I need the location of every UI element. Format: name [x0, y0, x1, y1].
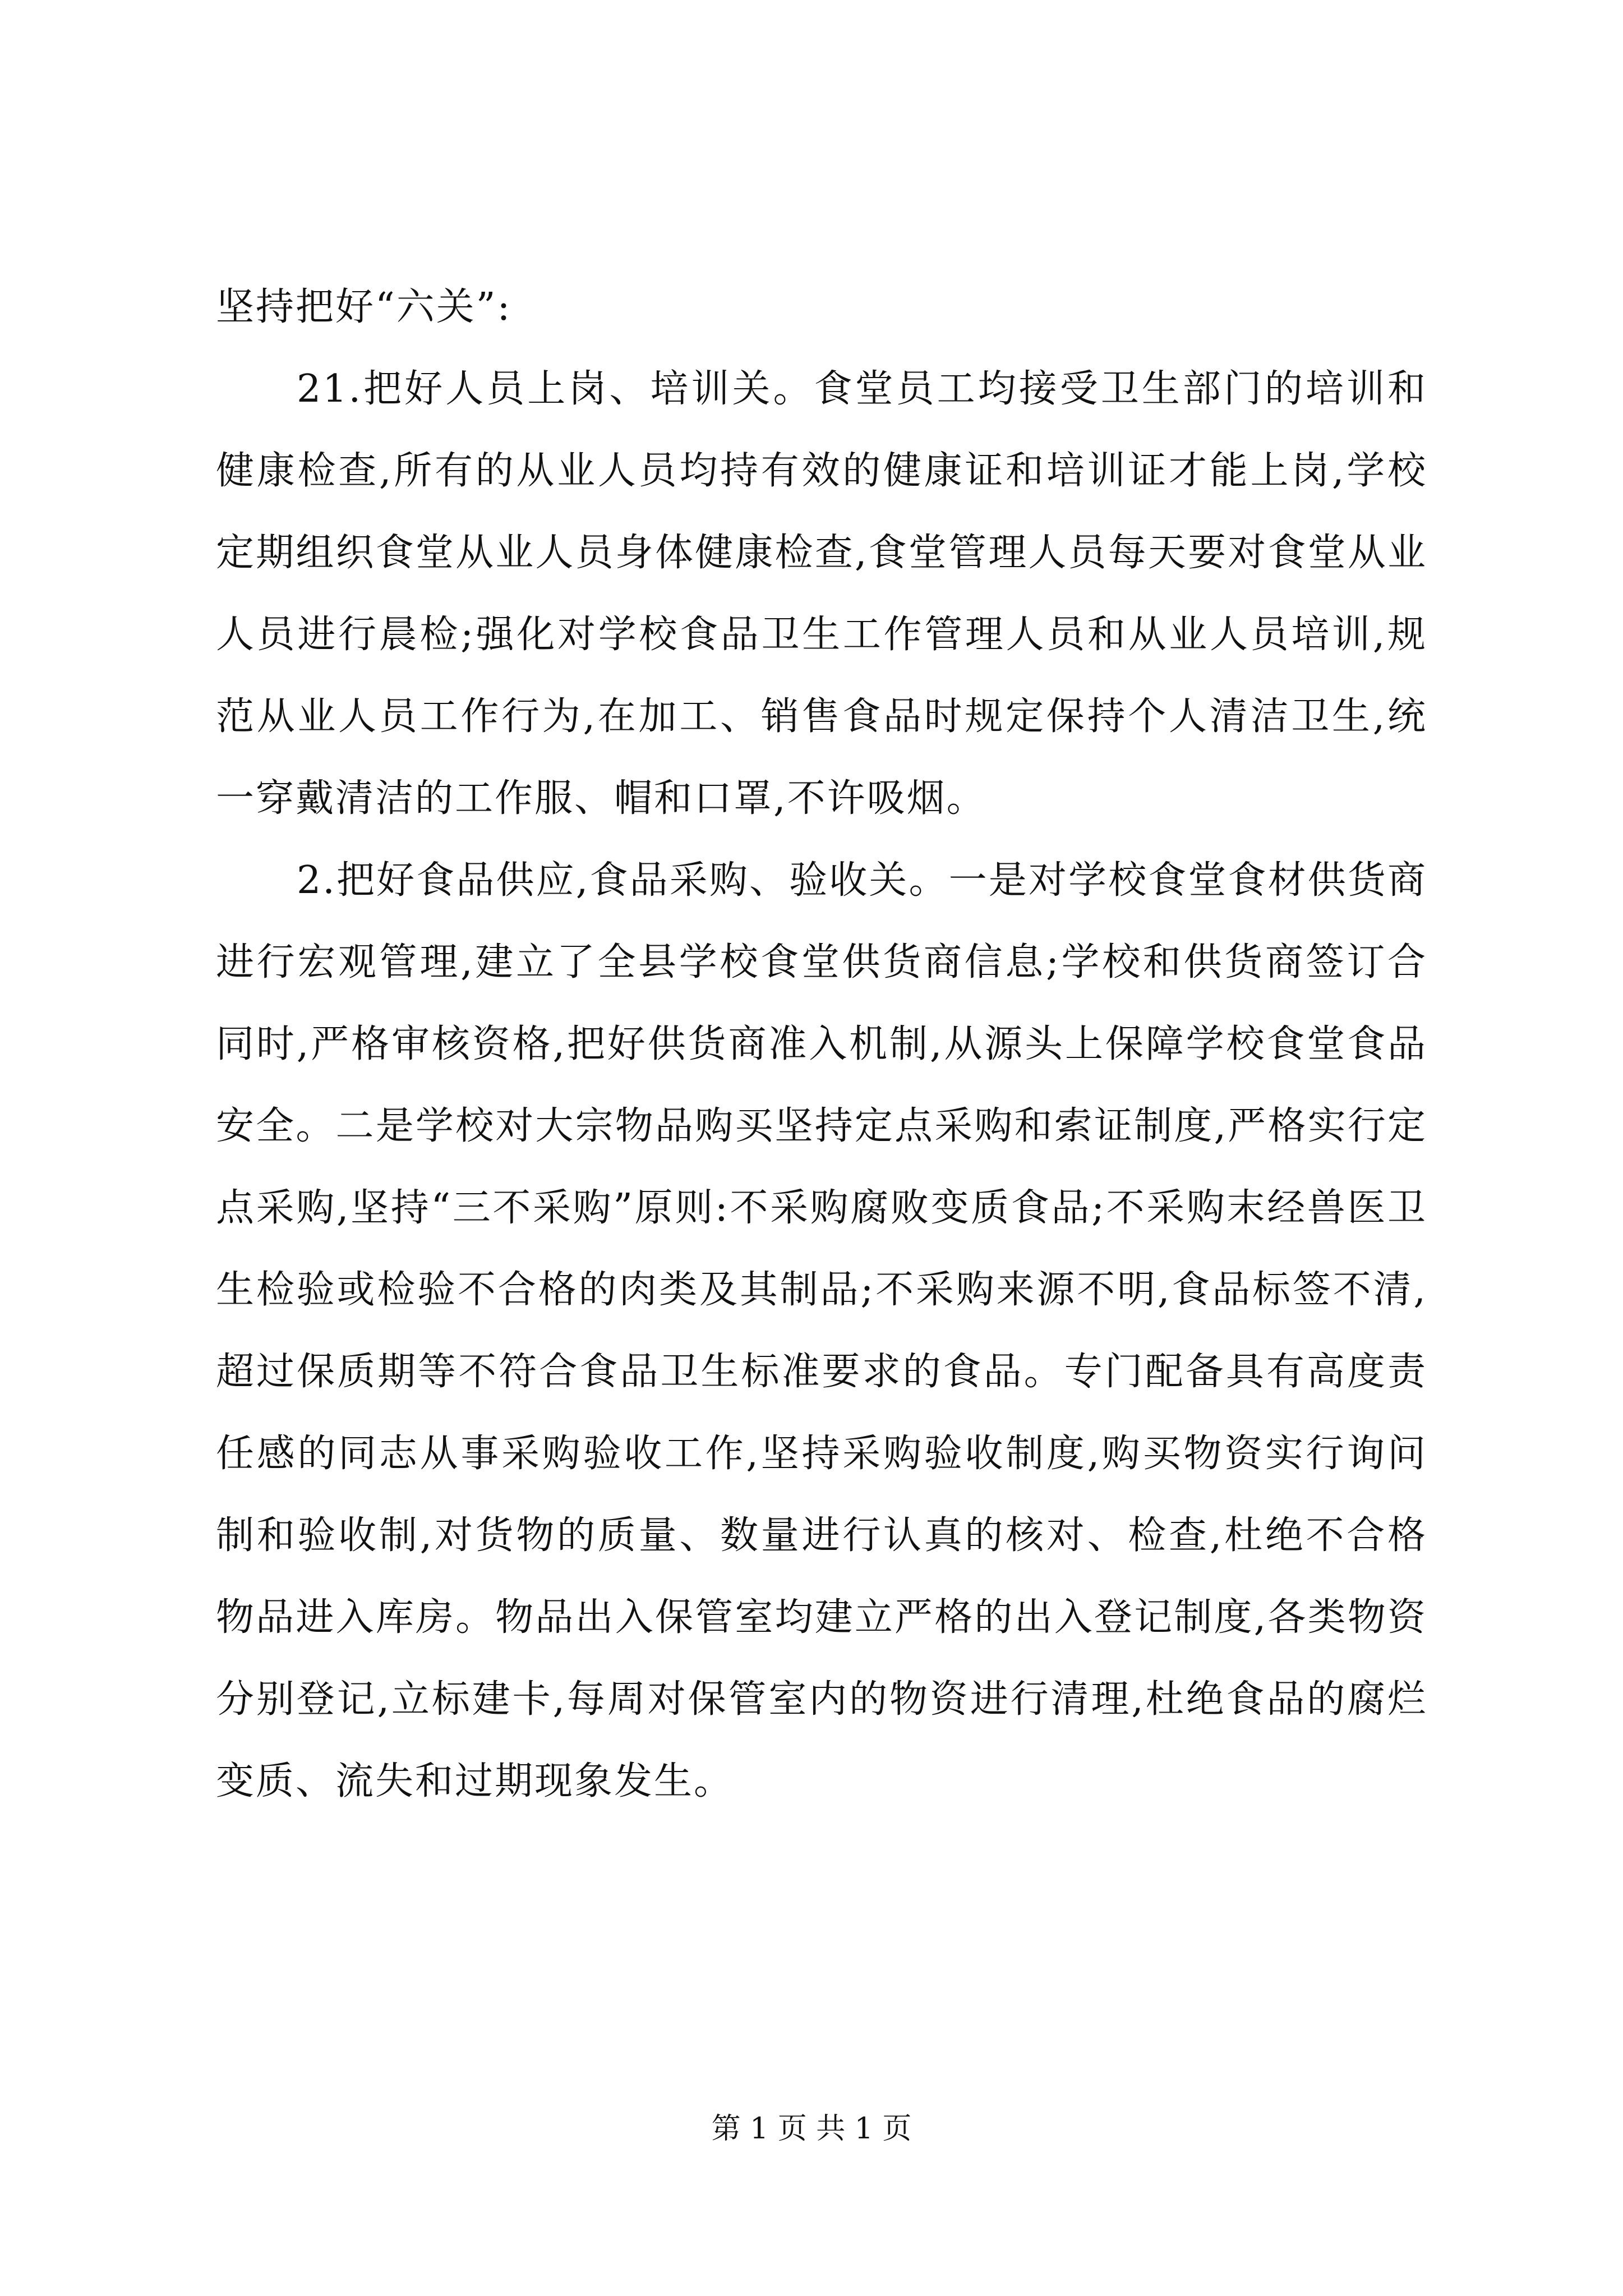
document-body — [216, 266, 1427, 1823]
paragraph-staff-training: 21.把好人员上岗、培训关。食堂员工均接受卫生部门的培训和健康检查,所有的从业人员均持有效的健康证和培训证才能上岗,学校定期组织食堂从业人员身体健康检查,食堂管理人员每天要对食堂从业人员进行晨检;强化对学校食品卫生工作管理人员和从业人员培训,规范从业人员工作行为,在加工、销售食品时规定保持个人清洁卫生,统一穿戴清洁的工作服、帽和口罩,不许吸烟。 — [216, 367, 1427, 821]
intro-line: 坚持把好“六关”: — [216, 285, 512, 329]
page-number-footer: 第 1 页 共 1 页 — [711, 2112, 912, 2146]
paragraph-food-procurement: 2.把好食品供应,食品采购、验收关。一是对学校食堂食材供货商进行宏观管理,建立了全县学校食堂供货商信息;学校和供货商签订合同时,严格审核资格,把好供货商准入机制,从源头上保障学校食堂食品安全。二是学校对大宗物品购买坚持定点采购和索证制度,严格实行定点采购,坚持“三不采购”原则:不采购腐败变质食品;不采购末经兽医卫生检验或检验不合格的肉类及其制品;不采购来源不明,食品标签不清,超过保质期等不符合食品卫生标准要求的食品。专门配备具有高度责任感的同志从事采购验收工作,坚持采购验收制度,购买物资实行询问制和验收制,对货物的质量、数量进行认真的核对、检查,杜绝不合格物品进入库房。物品出入保管室均建立严格的出入登记制度,各类物资分别登记,立标建卡,每周对保管室内的物资进行清理,杜绝食品的腐烂变质、流失和过期现象发生。 — [216, 858, 1427, 1803]
